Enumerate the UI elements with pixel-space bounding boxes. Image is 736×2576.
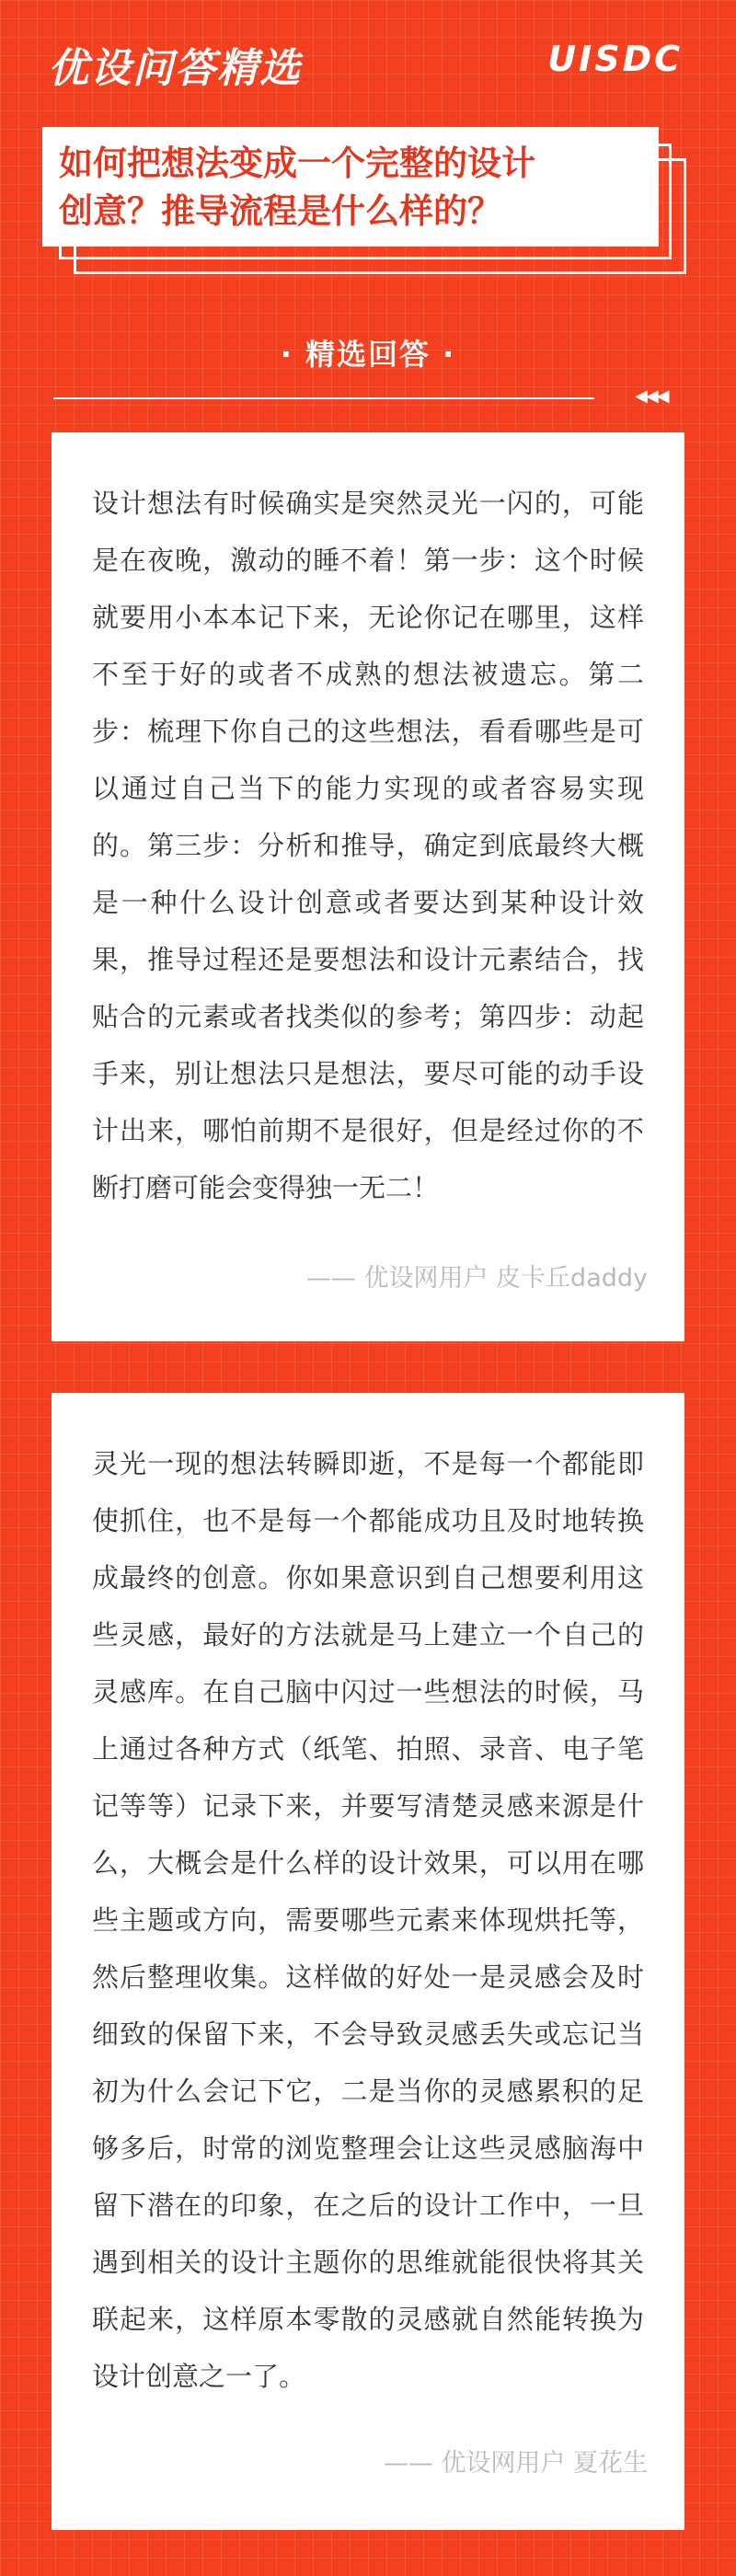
answer-card	[52, 432, 684, 1341]
title-box	[42, 127, 659, 247]
triple-arrow-left-icon: ◀◀◀	[635, 386, 668, 406]
title-banner	[42, 127, 677, 265]
page-title-line1: 如何把想法变成一个完整的设计	[59, 144, 535, 183]
section-divider	[53, 397, 594, 399]
answer-body: 设计想法有时候确实是突然灵光一闪的，可能是在夜晚，激动的睡不着！第一步：这个时候就要用小本本记下来，无论你记在哪里，这样不至于好的或者不成熟的想法被遗忘。第二步：梳理下你自己的这些想法，看看哪些是可以通过自己当下的能力实现的或者容易实现的。第三步：分析和推导，确定到底最终大概是一种什么设计创意或者要达到某种设计效果，推导过程还是要想法和设计元素结合，找贴合的元素或者找类似的参考；第四步：动起手来，别让想法只是想法，要尽可能的动手设计出来，哪怕前期不是很好，但是经过你的不断打磨可能会变得独一无二！	[92, 488, 644, 1203]
brand-logo-en: UISDC	[547, 39, 683, 79]
answer-author: —— 优设网用户 夏花生	[383, 2449, 648, 2478]
page-title	[59, 140, 642, 236]
answer-body: 灵光一现的想法转瞬即逝，不是每一个都能即使抓住，也不是每一个都能成功且及时地转换成最终的创意。你如果意识到自己想要利用这些灵感，最好的方法就是马上建立一个自己的灵感库。在自己脑中闪过一些想法的时候，马上通过各种方式（纸笔、拍照、录音、电子笔记等等）记录下来，并要写清楚灵感来源是什么，大概会是什么样的设计效果，可以用在哪些主题或方向，需要哪些元素来体现烘托等，然后整理收集。这样做的好处一是灵感会及时细致的保留下来，不会导致灵感丢失或忘记当初为什么会记下它，二是当你的灵感累积的足够多后，时常的浏览整理会让这些灵感脑海中留下潜在的印象，在之后的设计工作中，一旦遇到相关的设计主题你的思维就能很快将其关联起来，这样原本零散的灵感就自然能转换为设计创意之一了。	[92, 1448, 644, 2392]
header	[0, 0, 736, 120]
section-label: · 精选回答 ·	[280, 337, 456, 372]
answer-author: —— 优设网用户 皮卡丘daddy	[305, 1264, 648, 1293]
brand-logo-cn: 优设问答精选	[48, 45, 302, 92]
answer-card	[52, 1393, 684, 2530]
page-title-line2: 创意？推导流程是什么样的？	[59, 191, 501, 231]
